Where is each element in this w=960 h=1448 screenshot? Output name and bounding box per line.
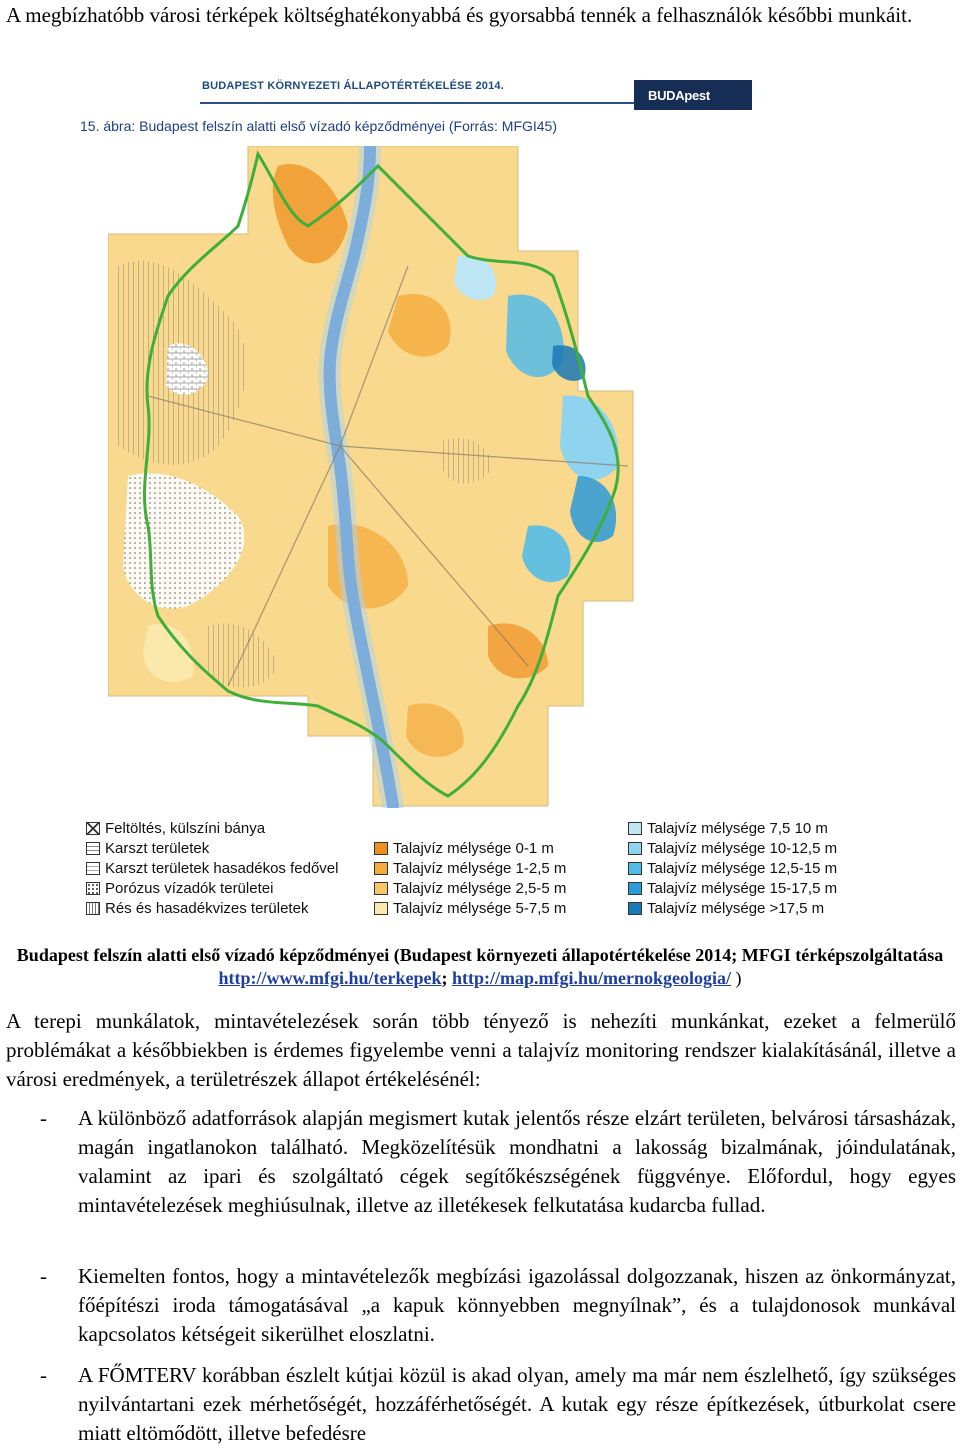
body-paragraph: A terepi munkálatok, mintavételezések során több tényező is nehezíti munkánkat, ezeket a felmerülő problémákat a későbbiekben is érdemes figyelembe venni a talajvíz monitoring rendszer kialakításánál, illetve a városi eredmények, a területrészek állapot értékelésénél:	[6, 1009, 956, 1091]
legend-item	[628, 898, 824, 918]
legend-label: Karszt területek	[105, 839, 210, 857]
legend-item	[628, 858, 837, 878]
header-rule	[200, 102, 640, 104]
intro-paragraph: A megbízhatóbb városi térképek költséghatékonyabbá és gyorsabbá tennék a felhasználók későbbi munkáit.	[6, 3, 913, 27]
mfgi-mernokgeologia-link[interactable]: http://map.mfgi.hu/mernokgeologia/	[452, 968, 732, 988]
list-item	[40, 1104, 956, 1220]
karst-cover-swatch	[86, 862, 100, 875]
legend-item	[374, 898, 566, 918]
legend-label: Talajvíz mélysége 0-1 m	[393, 839, 554, 857]
caption-end: )	[731, 968, 742, 988]
legend-label: Talajvíz mélysége 2,5-5 m	[393, 879, 567, 897]
report-header	[200, 76, 752, 110]
depth-swatch	[374, 842, 388, 855]
legend-label: Talajvíz mélysége 15-17,5 m	[647, 879, 838, 897]
legend-item	[86, 858, 338, 878]
mfgi-terkepek-link[interactable]: http://www.mfgi.hu/terkepek	[218, 968, 442, 988]
legend-label: Talajvíz mélysége 1-2,5 m	[393, 859, 567, 877]
depth-swatch	[628, 842, 642, 855]
map-legend	[84, 818, 884, 922]
fill-cross-swatch	[86, 822, 100, 835]
groundwater-map	[108, 146, 728, 808]
legend-label: Feltöltés, külszíni bánya	[105, 819, 266, 837]
legend-item	[628, 878, 837, 898]
legend-label: Talajvíz mélysége 10-12,5 m	[647, 839, 838, 857]
depth-swatch	[628, 902, 642, 915]
list-item-text: Kiemelten fontos, hogy a mintavételezők megbízási igazolással dolgozzanak, hiszen az önkormányzat, főépítészi iroda támogatásával „a kapuk könnyebben megnyílnak”, és a tulajdonosok munkával kapcsolatos kétségeit sikerülhet eloszlatni.	[78, 1264, 956, 1346]
caption-separator: ;	[441, 968, 452, 988]
list-dash: -	[40, 1106, 47, 1130]
legend-item	[86, 838, 209, 858]
legend-item	[628, 838, 837, 858]
legend-label: Talajvíz mélysége >17,5 m	[647, 899, 825, 917]
figure-source-caption	[10, 944, 950, 990]
legend-item	[374, 878, 566, 898]
karst-swatch	[86, 842, 100, 855]
legend-label: Rés és hasadékvizes területek	[105, 899, 309, 917]
porous-swatch	[86, 882, 100, 895]
depth-swatch	[628, 822, 642, 835]
legend-label: Talajvíz mélysége 7,5 10 m	[647, 819, 828, 837]
legend-item	[86, 818, 265, 838]
legend-item	[628, 818, 828, 838]
depth-swatch	[628, 882, 642, 895]
list-item-text: A különböző adatforrások alapján megismert kutak jelentős része elzárt területen, belvárosi társasházak, magán ingatlanokon található. Megközelítésük mondhatni a lakosság bizalmának, jóindulatának, valamint az ipari és szolgáltató cégek segítőkészségének függvénye. Előfordul, hogy egyes mintavételezések meghiúsulnak, illetve az illetékesek felkutatása kudarcba fullad.	[78, 1106, 956, 1217]
depth-swatch	[374, 902, 388, 915]
list-item-text: A FŐMTERV korábban észlelt kútjai közül is akad olyan, amely ma már nem észlelhető, így szükséges nyilvántartani ezek mérhetőségét, hozzáférhetőségét. A kutak egy része építkezések, útburkolat csere miatt eltömődött, illetve befedésre	[78, 1363, 956, 1445]
legend-item	[86, 898, 308, 918]
legend-item	[374, 838, 554, 858]
caption-text: Budapest felszín alatti első vízadó képződményei (Budapest környezeti állapotértékelése 2014; MFGI térképszolgáltatása	[16, 945, 944, 965]
figure-caption: 15. ábra: Budapest felszín alatti első vízadó képződményei (Forrás: MFGI45)	[80, 118, 558, 134]
legend-label: Talajvíz mélysége 5-7,5 m	[393, 899, 567, 917]
legend-label: Talajvíz mélysége 12,5-15 m	[647, 859, 838, 877]
legend-item	[374, 858, 566, 878]
list-dash: -	[40, 1264, 47, 1288]
legend-item	[86, 878, 273, 898]
depth-swatch	[374, 882, 388, 895]
list-item	[40, 1262, 956, 1349]
legend-label: Porózus vízadók területei	[105, 879, 274, 897]
figure	[78, 74, 878, 924]
list-item	[40, 1361, 956, 1448]
legend-label: Karszt területek hasadékos fedővel	[105, 859, 339, 877]
depth-swatch	[374, 862, 388, 875]
fissure-swatch	[86, 902, 100, 915]
report-title: BUDAPEST KÖRNYEZETI ÁLLAPOTÉRTÉKELÉSE 2014.	[202, 80, 504, 92]
list-dash: -	[40, 1363, 47, 1387]
depth-swatch	[628, 862, 642, 875]
budapest-logo-text: BUDApest	[648, 88, 710, 103]
budapest-logo	[634, 80, 752, 110]
